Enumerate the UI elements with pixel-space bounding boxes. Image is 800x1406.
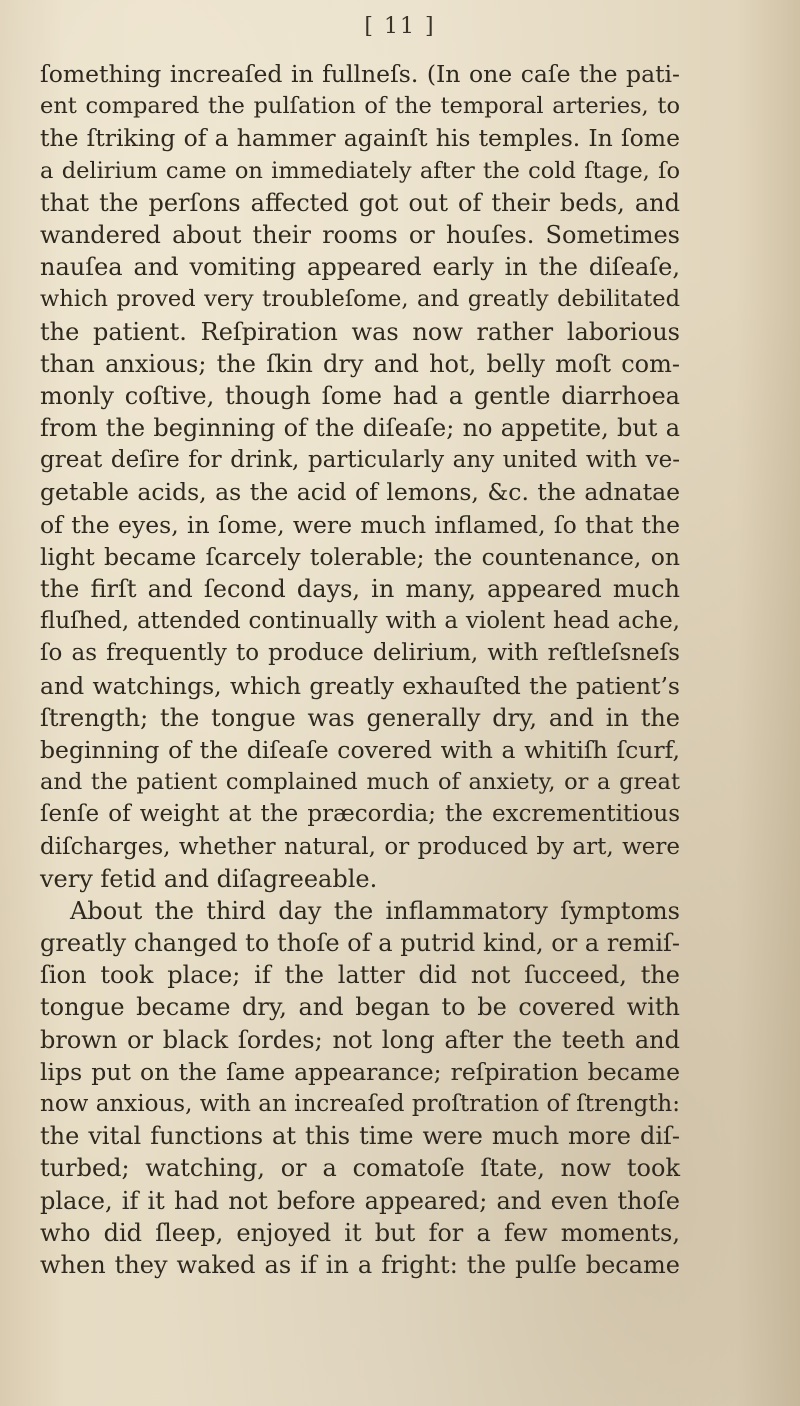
text-line: now anxious, with an increaſed proſtration of ſtrength:	[40, 1091, 680, 1117]
text-line: ſo as frequently to produce delirium, with reſtleſsneſs	[40, 640, 680, 667]
text-line: light became ſcarcely tolerable; the countenance, on	[40, 542, 680, 571]
text-line: fluſhed, attended continually with a violent head ache,	[40, 608, 680, 635]
text-line: who did ſleep, enjoyed it but for a few moments,	[40, 1218, 680, 1247]
page-number: [ 11 ]	[364, 14, 436, 39]
text-line: greatly changed to thoſe of a putrid kind, or a remiſ-	[40, 929, 680, 958]
text-line: ſomething increaſed in fullneſs. (In one caſe the pati-	[40, 60, 680, 88]
text-line: great deſire for drink, particularly any united with ve-	[40, 447, 680, 474]
text-line: ſion took place; if the latter did not ſucceed, the	[40, 961, 680, 990]
text-line: getable acids, as the acid of lemons, &c. the adnatae	[40, 478, 680, 507]
text-line: About the third day the inflammatory ſymptoms	[70, 896, 680, 925]
text-line: from the beginning of the diſeaſe; no appetite, but a	[40, 414, 680, 443]
text-line: ſtrength; the tongue was generally dry, and in the	[40, 703, 680, 732]
text-line: nauſea and vomiting appeared early in the diſeaſe,	[40, 253, 680, 282]
text-line: beginning of the diſeaſe covered with a whitiſh ſcurf,	[40, 735, 680, 764]
text-line: diſcharges, whether natural, or produced by art, were	[40, 833, 680, 860]
text-line: tongue became dry, and began to be covered with	[40, 993, 680, 1022]
text-line: monly coſtive, though ſome had a gentle diarrhoea	[40, 381, 680, 410]
text-line: ent compared the pulſation of the temporal arteries, to	[40, 93, 680, 120]
body-text	[40, 58, 680, 1281]
text-line: lips put on the ſame appearance; reſpiration became	[40, 1057, 680, 1086]
text-line: and watchings, which greatly exhauſted the patient’s	[40, 671, 680, 700]
text-line: very fetid and diſagreeable.	[40, 864, 378, 893]
text-line: the ſtriking of a hammer againſt his temples. In ſome	[40, 124, 680, 153]
text-line: when they waked as if in a fright: the pulſe became	[40, 1250, 680, 1279]
text-line: ſenſe of weight at the præcordia; the excrementitious	[40, 801, 680, 828]
text-line: a delirium came on immediately after the cold ſtage, ſo	[40, 157, 680, 184]
text-line: which proved very troubleſome, and greatly debilitated	[40, 286, 680, 313]
text-line: turbed; watching, or a comatoſe ſtate, now took	[40, 1154, 680, 1183]
text-line: place, if it had not before appeared; and even thoſe	[40, 1186, 680, 1215]
text-line: the firſt and ſecond days, in many, appeared much	[40, 575, 680, 603]
text-line: of the eyes, in ſome, were much inflamed, ſo that the	[40, 510, 680, 539]
text-line: the patient. Reſpiration was now rather laborious	[40, 317, 680, 346]
text-line: than anxious; the ſkin dry and hot, belly moſt com-	[40, 349, 680, 378]
text-line: and the patient complained much of anxiety, or a great	[40, 769, 680, 796]
text-line: the vital functions at this time were much more diſ-	[40, 1122, 680, 1151]
text-line: brown or black ſordes; not long after the teeth and	[40, 1025, 680, 1054]
text-line: wandered about their rooms or houſes. Sometimes	[40, 220, 680, 249]
text-line: that the perſons affected got out of their beds, and	[40, 188, 680, 217]
